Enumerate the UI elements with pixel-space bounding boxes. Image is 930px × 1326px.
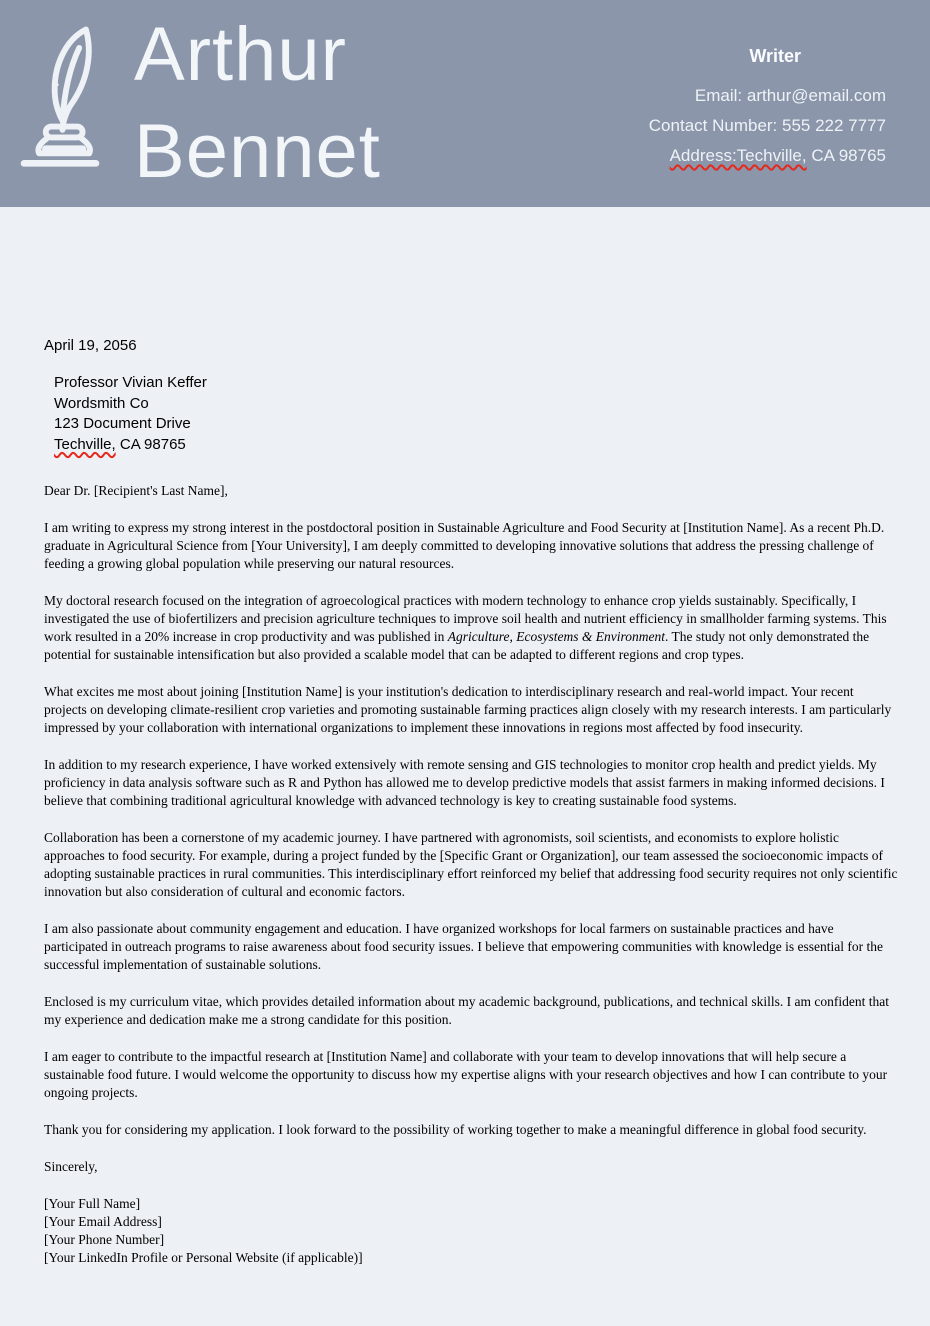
author-first-name: Arthur bbox=[134, 12, 347, 97]
paragraph-research bbox=[44, 592, 898, 664]
signature-block bbox=[44, 1195, 898, 1267]
signature-website-placeholder: [Your LinkedIn Profile or Personal Website (if applicable)] bbox=[44, 1250, 363, 1265]
recipient-city-rest: CA 98765 bbox=[115, 435, 186, 453]
signature-phone-placeholder: [Your Phone Number] bbox=[44, 1232, 165, 1247]
recipient-name: Professor Vivian Keffer bbox=[54, 374, 207, 391]
letter-date: April 19, 2056 bbox=[44, 337, 137, 354]
paragraph-research-post: . The study not only demonstrated the potential for sustainable intensification but also provided a scalable model that can be adapted to different regions and crop types. bbox=[44, 629, 870, 662]
signature-email-placeholder: [Your Email Address] bbox=[44, 1214, 162, 1229]
address-misspelled-text: Address:Techville, bbox=[669, 146, 807, 165]
paragraph-experience: In addition to my research experience, I have worked extensively with remote sensing and GIS technologies to monitor crop health and predict yields. My proficiency in data analysis software such as R and Python has allowed me to develop predictive models that assist farmers in making informed decisions. I believe that combining traditional agricultural knowledge with advanced technology is key to creating sustainable food systems. bbox=[44, 757, 885, 808]
author-name bbox=[134, 6, 381, 200]
letter-content bbox=[0, 207, 930, 1267]
closing: Sincerely, bbox=[44, 1159, 98, 1174]
phone-line: Contact Number: 555 222 7777 bbox=[648, 116, 886, 135]
journal-title-italic: Agriculture, Ecosystems & Environment bbox=[447, 629, 665, 644]
paragraph-collaboration: Collaboration has been a cornerstone of my academic journey. I have partnered with agronomists, soil scientists, and economists to explore holistic approaches to food security. For example, during a project funded by the [Specific Grant or Organization], our team assessed the socioeconomic impacts of adopting sustainable practices in rural communities. This interdisciplinary effort reinforced my belief that addressing food security requires not only scientific innovation but also consideration of cultural and economic factors. bbox=[44, 830, 898, 899]
paragraph-enclosed: Enclosed is my curriculum vitae, which provides detailed information about my academic background, publications, and technical skills. I am confident that my experience and dedication make me a strong candidate for this position. bbox=[44, 994, 890, 1027]
paragraph-eager: I am eager to contribute to the impactful research at [Institution Name] and collaborate with your team to develop innovations that will help secure a sustainable food future. I would welcome the opportunity to discuss how my expertise aligns with your research objectives and how I can contribute to your ongoing projects. bbox=[44, 1049, 888, 1100]
signature-name-placeholder: [Your Full Name] bbox=[44, 1196, 141, 1211]
paragraph-excites: What excites me most about joining [Institution Name] is your institution's dedication to interdisciplinary research and real-world impact. Your recent projects on developing climate-resilient crop varieties and promoting sustainable farming practices align closely with my research interests. I am particularly impressed by your collaboration with international organizations to implement these innovations in regions most affected by food insecurity. bbox=[44, 684, 892, 735]
salutation: Dear Dr. [Recipient's Last Name], bbox=[44, 483, 228, 498]
recipient-city-misspelled: Techville, bbox=[54, 435, 116, 453]
header-identity bbox=[0, 0, 381, 200]
recipient-street: 123 Document Drive bbox=[54, 415, 191, 432]
address-rest-text: CA 98765 bbox=[806, 146, 886, 165]
address-line bbox=[649, 141, 886, 171]
recipient-address bbox=[54, 373, 898, 455]
author-last-name: Bennet bbox=[134, 109, 381, 194]
recipient-company: Wordsmith Co bbox=[54, 394, 149, 412]
recipient-city-line bbox=[54, 435, 898, 456]
letter-header bbox=[0, 0, 930, 207]
email-line: Email: arthur@email.com bbox=[694, 86, 886, 105]
letter-body bbox=[44, 482, 898, 1267]
quill-inkwell-icon bbox=[14, 0, 106, 200]
paragraph-thanks: Thank you for considering my application. I look forward to the possibility of working together to make a meaningful difference in global food security. bbox=[44, 1122, 867, 1137]
paragraph-interest: I am writing to express my strong interest in the postdoctoral position in Sustainable Agriculture and Food Security at [Institution Name]. As a recent Ph.D. graduate in Agricultural Science from [Your University], I am deeply committed to developing innovative solutions that address the pressing challenge of feeding a growing global population while preserving our natural resources. bbox=[44, 520, 885, 571]
paragraph-community: I am also passionate about community engagement and education. I have organized workshops for local farmers on sustainable practices and have participated in outreach programs to raise awareness about food security issues. I believe that empowering communities with knowledge is essential for the successful implementation of sustainable solutions. bbox=[44, 921, 884, 972]
paragraph-research-pre: My doctoral research focused on the integration of agroecological practices with modern technology to enhance crop yields sustainably. Specifically, I investigated the use of biofertilizers and precision agriculture techniques to improve soil health and nutrient efficiency in smallholder farming systems. This work resulted in a 20% increase in crop productivity and was published in bbox=[44, 593, 887, 644]
author-role: Writer bbox=[749, 46, 801, 66]
contact-block bbox=[649, 0, 930, 171]
